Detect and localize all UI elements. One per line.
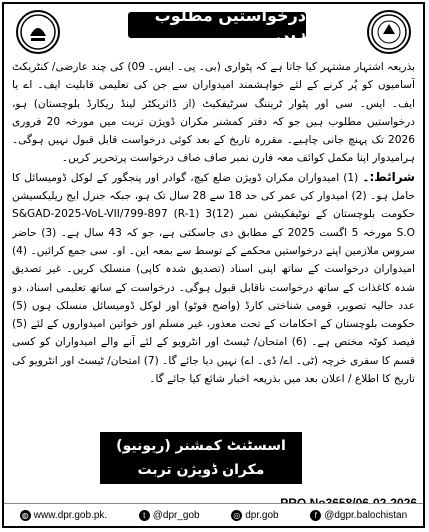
conditions-label: شرائط:۔ [362,169,415,184]
conditions-paragraph [12,168,415,389]
footer [4,503,423,526]
facebook-icon: f [310,510,321,521]
footer-instagram[interactable] [231,510,278,521]
signature-designation: اسسٹنٹ کمشنر (ریونیو) [116,438,286,454]
page-title: درخواستیں مطلوب ہیں [128,12,306,38]
footer-facebook[interactable] [310,510,407,521]
balochistan-seal-logo [367,10,411,54]
advertisement-page [2,2,425,528]
globe-icon: ◍ [20,510,31,521]
instagram-icon: ◎ [231,510,242,521]
signature-block [100,432,302,484]
advertisement-body [12,58,415,428]
footer-website[interactable] [20,510,107,521]
twitter-text: @dpr_gob [152,509,200,521]
footer-twitter[interactable] [139,510,200,521]
website-text: www.dpr.gob.pk. [33,509,108,521]
government-emblem-logo [16,10,60,54]
facebook-text: @dgpr.balochistan [324,509,408,521]
intro-paragraph: بذریعہ اشتہار مشتہر کیا جاتا ہے کہ پٹواری (بی۔ پی۔ ایس۔ 09) کی چند عارضی/ کنٹریکٹ آسامیوں کو پُر کرنے کے لئے خواہشمند امیدواران سے جن کی تعلیمی قابلیت ایف۔ اے یا ایف۔ ایس۔ سی اور پٹوار ٹریننگ سرٹیفکیٹ (از ڈائریکٹر لینڈ ریکارڈ بلوچستان) ہو، درخواستیں مطلوب ہیں جو کہ دفتر کمشنر مکران ڈویژن تربت میں مورخہ 20 فروری 2026 تک پہنچ جانی چاہیے۔ مقررہ تاریخ کے بعد کوئی درخواست قابل قبول نہیں ہوگی۔ ہرامیدوار اپنا مکمل کوائف معہ فارن نمبر صاف صاف درخواست پرتحریر کریں۔ [12,61,415,165]
conditions-text: (1) امیدواران مکران ڈویژن ضلع کیچ، گوادر اور پنجگور کے لوکل ڈومیسائل کا حامل ہو۔ (2) امیدوار کی عمر کی حد 18 سے 28 سال تک ہو، جبکہ جنرل ایج ریلیکسیشن حکومت بلوچستان کے نوٹیفکیشن نمبر S&GAD-2025-VoL-VII/799-897 (R-1) 3(12) S.O مورخہ 5 اگست 2025 کے مطابق دی جاسکتی ہے، جو کہ 43 سال ہے۔ (3) حاضر سروس ملازمین اپنے درخواستیں محکمے کے توسط سے بمعہ این۔ او۔ سی جمع کرائیں۔ (4) امیدواران درخواست کے ساتھ اپنی اسناد (تصدیق شدہ کاپی) منسلک کریں۔ غیر تصدیق شدہ کاغذات کے ساتھ درخواست ناقابل قبول ہوگی۔ درخواست کے ساتھ تعلیمی اسناد، دو عدد حالیہ تصویر، قومی شناختی کارڈ (واضح فوٹو) اور لوکل ڈومیسائل منسلک ہوں (5) حکومت بلوچستان کے احکامات کے تحت معذور، غیر مسلم اور خواتین امیدواروں کے لئے (5) فیصد کوٹہ مختص ہے۔ (6) امتحان/ ٹیسٹ اور انٹرویو کے لئے آنے والے امیدواران کو کسی قسم کا سفری خرچہ (ٹی۔ اے/ ڈی۔ اے) نہیں دیا جائے گا۔ (7) امتحان/ ٹیسٹ اور انٹرویو کی تاریخ کا اطلاع / اعلان بعد میں بذریعہ اخبار شائع کیا جائے گا۔ [12,171,415,386]
instagram-text: dpr.gob [245,509,279,521]
signature-office: مکران ڈویژن تربت [137,462,265,478]
header [4,4,423,62]
twitter-icon: t [139,510,150,521]
